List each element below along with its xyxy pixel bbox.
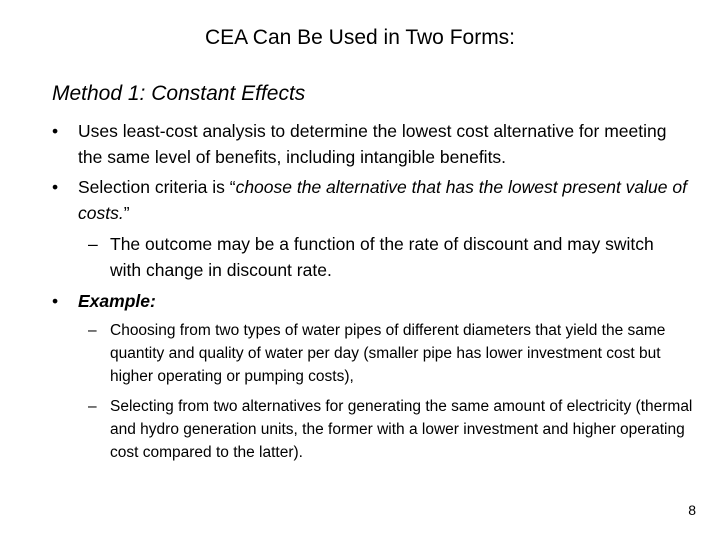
bullet-selection-criteria (52, 174, 692, 226)
page-number: 8 (688, 502, 696, 518)
bullet-least-cost (52, 118, 692, 170)
sub-bullet-text: The outcome may be a function of the rate of discount and may switch with change in discount rate. (110, 234, 654, 280)
bullet-example (52, 288, 692, 314)
slide-title: CEA Can Be Used in Two Forms: (204, 26, 516, 49)
bullet-icon: • (52, 121, 59, 141)
sub-bullet-discount-rate (88, 231, 688, 283)
dash-icon: – (88, 234, 98, 254)
bullet-text: Uses least-cost analysis to determine the lowest cost alternative for meeting the same level of benefits, including intangible benefits. (78, 121, 667, 167)
example-label: Example: (78, 291, 156, 311)
bullet-text (78, 174, 692, 226)
example-text: Choosing from two types of water pipes of different diameters that yield the same quantity and quality of water per day (smaller pipe has lower investment cost but higher operating or pumping costs), (110, 322, 666, 385)
criteria-prefix: Selection criteria is “ (78, 177, 236, 197)
example-water-pipes (88, 319, 698, 388)
example-electricity (88, 395, 698, 464)
bullet-icon: • (52, 177, 59, 197)
dash-icon: – (88, 398, 97, 415)
criteria-italic: choose the alternative that has the lowest present value of costs. (78, 177, 687, 223)
criteria-suffix: ” (123, 203, 130, 223)
method-heading: Method 1: Constant Effects (52, 82, 306, 105)
bullet-icon: • (52, 291, 59, 311)
dash-icon: – (88, 322, 97, 339)
example-text: Selecting from two alternatives for generating the same amount of electricity (thermal and hydro generation units, the former with a lower investment and higher operating cost compared to the latter). (110, 398, 693, 461)
